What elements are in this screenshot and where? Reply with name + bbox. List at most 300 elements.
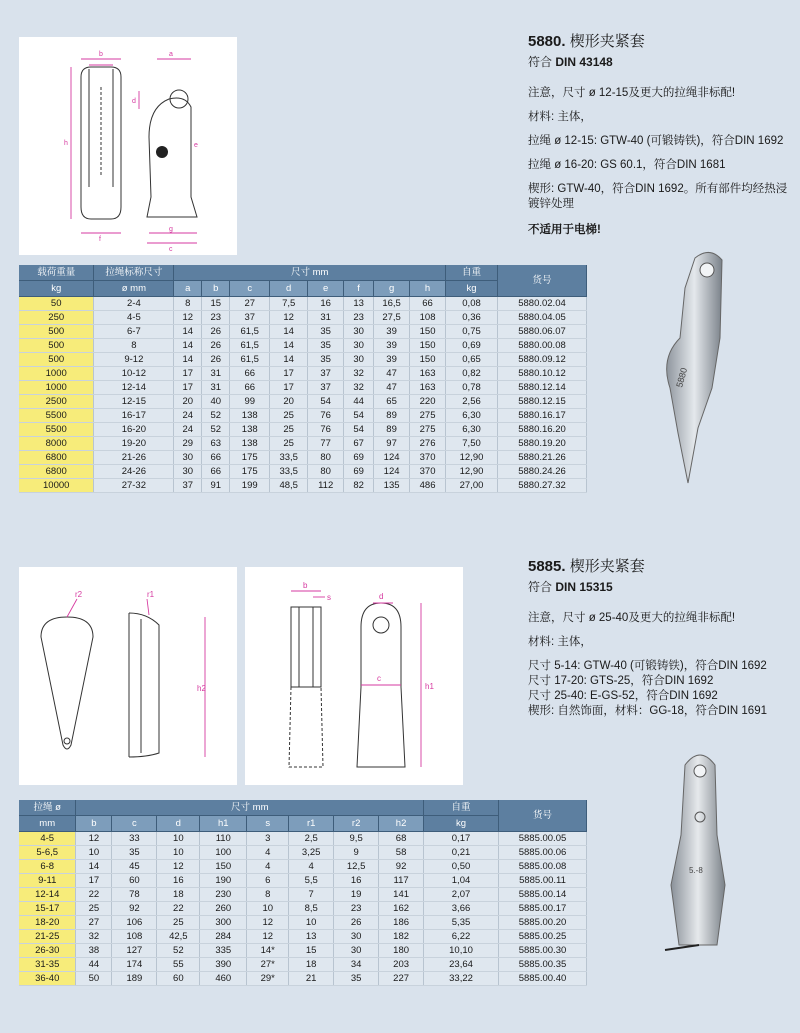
table-cell: 34 [334, 958, 379, 972]
section-5880-text [528, 30, 790, 237]
table-cell: 5885.00.30 [498, 944, 586, 958]
note-item: 注意，尺寸 ø 12-15及更大的拉绳非标配! [528, 87, 736, 99]
table-cell: 5,5 [289, 874, 334, 888]
table-cell: 6-8 [19, 860, 76, 874]
table-cell: 100 [200, 846, 247, 860]
table-cell: 16-20 [94, 423, 174, 437]
table-cell: 0,82 [446, 367, 498, 381]
table-cell: 10 [247, 902, 289, 916]
product-photo-5880 [650, 248, 750, 498]
table-cell: 12-15 [94, 395, 174, 409]
table-cell: 22 [76, 888, 112, 902]
table-cell: 10000 [19, 479, 94, 493]
table-cell: 20 [174, 395, 202, 409]
table-cell: 14 [76, 860, 112, 874]
material-line: 尺寸 25-40: E-GS-52，符合DIN 1692 [528, 690, 718, 702]
table-cell: 7 [289, 888, 334, 902]
table-cell: 32 [344, 381, 374, 395]
header-rope: 拉绳标称尺寸 [94, 265, 174, 281]
table-cell: 5885.00.05 [498, 832, 586, 846]
table-cell: 138 [230, 409, 270, 423]
table-cell: 15 [289, 944, 334, 958]
table-cell: 50 [76, 972, 112, 986]
table-cell: 25 [270, 437, 308, 451]
header-rope: 拉绳 ø [19, 800, 76, 816]
table-cell: 2-4 [94, 297, 174, 311]
table-cell: 14 [174, 353, 202, 367]
table-cell: 66 [230, 367, 270, 381]
table-cell: 66 [202, 465, 230, 479]
table-cell: 26 [202, 353, 230, 367]
table-cell: 370 [410, 465, 446, 479]
table-cell: 1,04 [424, 874, 499, 888]
section-5885-text [528, 555, 790, 719]
table-cell: 2,5 [289, 832, 334, 846]
table-cell: 10,10 [424, 944, 499, 958]
table-cell: 54 [344, 423, 374, 437]
drawing-label-d: d [379, 592, 384, 601]
table-cell: 12 [270, 311, 308, 325]
table-cell: 8 [174, 297, 202, 311]
std-code: DIN 15315 [555, 580, 613, 594]
table-row [19, 479, 587, 493]
table-row [19, 353, 587, 367]
table-cell: 24 [174, 409, 202, 423]
table-cell: 33,5 [270, 465, 308, 479]
table-cell: 5880.12.14 [498, 381, 587, 395]
drawing-label-h2: h2 [197, 684, 206, 693]
header-weight-unit: kg [446, 281, 498, 297]
note-item: 注意，尺寸 ø 25-40及更大的拉绳非标配! [528, 612, 736, 624]
table-cell: 12 [247, 930, 289, 944]
table-cell: 40 [202, 395, 230, 409]
table-cell: 76 [308, 423, 344, 437]
table-cell: 138 [230, 423, 270, 437]
table-cell: 89 [374, 423, 410, 437]
table-5885 [19, 800, 587, 986]
material-line: 楔形: 自然饰面，材料：GG-18，符合DIN 1691 [528, 705, 767, 717]
header-dims: 尺寸 mm [76, 800, 424, 816]
table-cell: 92 [379, 860, 424, 874]
table-cell: 5880.02.04 [498, 297, 587, 311]
table-cell: 14 [174, 325, 202, 339]
table-row [19, 423, 587, 437]
table-cell: 250 [19, 311, 94, 325]
table-cell: 25 [76, 902, 112, 916]
section-5885-number: 5885. [528, 558, 566, 575]
table-cell: 0,08 [446, 297, 498, 311]
table-cell: 5500 [19, 409, 94, 423]
table-cell: 82 [344, 479, 374, 493]
header-weight: 自重 [446, 265, 498, 281]
table-cell: 26 [202, 325, 230, 339]
table-cell: 460 [200, 972, 247, 986]
table-cell: 44 [76, 958, 112, 972]
table-cell: 5880.06.07 [498, 325, 587, 339]
table-cell: 22 [157, 902, 200, 916]
table-row [19, 916, 587, 930]
header-rope-unit: ø mm [94, 281, 174, 297]
table-cell: 30 [344, 339, 374, 353]
header-col: h1 [200, 816, 247, 832]
table-cell: 5880.04.05 [498, 311, 587, 325]
table-cell: 45 [112, 860, 157, 874]
table-cell: 30 [334, 944, 379, 958]
table-cell: 150 [410, 353, 446, 367]
table-cell: 150 [200, 860, 247, 874]
table-cell: 276 [410, 437, 446, 451]
table-cell: 97 [374, 437, 410, 451]
table-cell: 180 [379, 944, 424, 958]
drawing-label-b: b [303, 581, 308, 590]
table-cell: 47 [374, 381, 410, 395]
table-cell: 66 [410, 297, 446, 311]
header-col: s [247, 816, 289, 832]
table-cell: 0,69 [446, 339, 498, 353]
table-cell: 5880.16.17 [498, 409, 587, 423]
table-cell: 190 [200, 874, 247, 888]
table-cell: 175 [230, 465, 270, 479]
table-cell: 35 [308, 325, 344, 339]
table-cell: 127 [112, 944, 157, 958]
table-row [19, 860, 587, 874]
table-cell: 5500 [19, 423, 94, 437]
table-cell: 14 [270, 325, 308, 339]
table-cell: 10 [157, 832, 200, 846]
table-cell: 10 [76, 846, 112, 860]
table-row [19, 409, 587, 423]
table-cell: 0,17 [424, 832, 499, 846]
drawing-label-h1: h1 [425, 682, 434, 691]
table-cell: 4-5 [19, 832, 76, 846]
std-prefix: 符合 [528, 55, 553, 69]
table-cell: 2,07 [424, 888, 499, 902]
table-cell: 25 [157, 916, 200, 930]
table-cell: 335 [200, 944, 247, 958]
section-5885-standard [528, 578, 790, 595]
table-cell: 17 [174, 367, 202, 381]
table-cell: 8000 [19, 437, 94, 451]
drawing-label-g: g [169, 226, 173, 233]
photo-mark-5885: 5.-8 [689, 866, 703, 875]
table-row [19, 888, 587, 902]
table-cell: 5885.00.40 [498, 972, 586, 986]
table-cell: 12,5 [334, 860, 379, 874]
table-cell: 108 [112, 930, 157, 944]
table-5880 [19, 265, 587, 493]
table-cell: 80 [308, 451, 344, 465]
table-cell: 5880.21.26 [498, 451, 587, 465]
table-5880-body [19, 297, 587, 493]
table-cell: 175 [230, 451, 270, 465]
table-cell: 15-17 [19, 902, 76, 916]
table-cell: 27 [230, 297, 270, 311]
table-cell: 19 [334, 888, 379, 902]
table-cell: 16 [308, 297, 344, 311]
table-cell: 60 [157, 972, 200, 986]
table-cell: 500 [19, 339, 94, 353]
table-cell: 48,5 [270, 479, 308, 493]
table-row [19, 465, 587, 479]
table-cell: 24-26 [94, 465, 174, 479]
table-cell: 29* [247, 972, 289, 986]
table-cell: 26 [334, 916, 379, 930]
table-cell: 25 [270, 409, 308, 423]
table-row [19, 437, 587, 451]
table-row [19, 367, 587, 381]
table-cell: 284 [200, 930, 247, 944]
table-cell: 27-32 [94, 479, 174, 493]
table-cell: 5880.10.12 [498, 367, 587, 381]
drawing-label-c: c [169, 246, 173, 253]
header-col: h [410, 281, 446, 297]
table-cell: 6,22 [424, 930, 499, 944]
table-row [19, 381, 587, 395]
std-code: DIN 43148 [555, 55, 613, 69]
table-cell: 3 [247, 832, 289, 846]
table-cell: 52 [157, 944, 200, 958]
table-cell: 14 [174, 339, 202, 353]
table-cell: 5885.00.11 [498, 874, 586, 888]
table-cell: 39 [374, 325, 410, 339]
note-item: 拉绳 ø 12-15: GTW-40 (可锻铸铁)，符合DIN 1692 [528, 135, 784, 147]
table-cell: 486 [410, 479, 446, 493]
section-5880-name: 楔形夹紧套 [569, 33, 645, 50]
header-col: h2 [379, 816, 424, 832]
header-col: e [308, 281, 344, 297]
table-cell: 150 [410, 325, 446, 339]
table-cell: 275 [410, 409, 446, 423]
table-cell: 27,00 [446, 479, 498, 493]
header-col: f [344, 281, 374, 297]
table-cell: 7,50 [446, 437, 498, 451]
table-cell: 99 [230, 395, 270, 409]
header-col: a [174, 281, 202, 297]
table-cell: 138 [230, 437, 270, 451]
table-cell: 24 [174, 423, 202, 437]
table-cell: 23 [344, 311, 374, 325]
table-row [19, 832, 587, 846]
section-5885-notes [528, 611, 790, 719]
table-cell: 124 [374, 465, 410, 479]
table-cell: 230 [200, 888, 247, 902]
table-cell: 35 [308, 353, 344, 367]
table-cell: 390 [200, 958, 247, 972]
drawing-label-f: f [99, 236, 101, 243]
table-cell: 5885.00.25 [498, 930, 586, 944]
table-cell: 37 [230, 311, 270, 325]
table-cell: 186 [379, 916, 424, 930]
table-cell: 110 [200, 832, 247, 846]
header-col: g [374, 281, 410, 297]
table-cell: 6 [247, 874, 289, 888]
table-cell: 68 [379, 832, 424, 846]
header-col: r1 [289, 816, 334, 832]
table-cell: 1000 [19, 367, 94, 381]
header-code: 货号 [498, 800, 586, 832]
table-cell: 30 [334, 930, 379, 944]
table-cell: 203 [379, 958, 424, 972]
table-cell: 5885.00.17 [498, 902, 586, 916]
table-cell: 0,75 [446, 325, 498, 339]
drawing-label-b: b [99, 51, 103, 58]
table-cell: 7,5 [270, 297, 308, 311]
table-cell: 30 [344, 325, 374, 339]
table-row [19, 297, 587, 311]
drawing-label-h: h [64, 140, 68, 147]
drawing-label-r1: r1 [147, 590, 155, 599]
table-row [19, 339, 587, 353]
table-cell: 135 [374, 479, 410, 493]
table-row [19, 311, 587, 325]
table-cell: 4-5 [94, 311, 174, 325]
drawing-label-e: e [194, 142, 198, 149]
table-cell: 10 [157, 846, 200, 860]
table-cell: 5885.00.08 [498, 860, 586, 874]
table-cell: 17 [174, 381, 202, 395]
table-cell: 52 [202, 423, 230, 437]
header-col: r2 [334, 816, 379, 832]
table-cell: 4 [247, 846, 289, 860]
technical-drawing-5885-wedge [19, 567, 237, 785]
table-cell: 30 [174, 465, 202, 479]
header-weight: 自重 [424, 800, 499, 816]
table-cell: 199 [230, 479, 270, 493]
table-cell: 1000 [19, 381, 94, 395]
table-row [19, 395, 587, 409]
table-cell: 16,5 [374, 297, 410, 311]
table-cell: 5880.12.15 [498, 395, 587, 409]
table-cell: 37 [174, 479, 202, 493]
table-cell: 500 [19, 325, 94, 339]
table-cell: 38 [76, 944, 112, 958]
table-row [19, 958, 587, 972]
technical-drawing-5880 [19, 37, 237, 255]
table-cell: 44 [344, 395, 374, 409]
table-cell: 66 [202, 451, 230, 465]
section-5880-notes [528, 86, 790, 212]
drawing-label-a: a [169, 51, 173, 58]
table-cell: 174 [112, 958, 157, 972]
table-cell: 5880.09.12 [498, 353, 587, 367]
table-cell: 23 [334, 902, 379, 916]
table-cell: 150 [410, 339, 446, 353]
table-cell: 21-26 [94, 451, 174, 465]
table-cell: 6800 [19, 465, 94, 479]
table-cell: 67 [344, 437, 374, 451]
table-cell: 66 [230, 381, 270, 395]
table-cell: 31-35 [19, 958, 76, 972]
table-cell: 37 [308, 381, 344, 395]
table-cell: 12 [247, 916, 289, 930]
note-item: 材料: 主体， [528, 636, 592, 648]
table-cell: 32 [344, 367, 374, 381]
table-cell: 8 [247, 888, 289, 902]
table-cell: 0,65 [446, 353, 498, 367]
table-cell: 61,5 [230, 325, 270, 339]
header-col: d [157, 816, 200, 832]
table-cell: 20 [270, 395, 308, 409]
table-cell: 5880.16.20 [498, 423, 587, 437]
header-col: c [230, 281, 270, 297]
table-cell: 35 [112, 846, 157, 860]
table-cell: 42,5 [157, 930, 200, 944]
table-row [19, 451, 587, 465]
table-cell: 108 [410, 311, 446, 325]
table-cell: 275 [410, 423, 446, 437]
table-cell: 33 [112, 832, 157, 846]
table-cell: 2,56 [446, 395, 498, 409]
drawing-label-d: d [132, 98, 136, 105]
header-col: b [202, 281, 230, 297]
drawing-label-s: s [327, 593, 331, 602]
table-cell: 14 [270, 339, 308, 353]
elevator-warning: 不适用于电梯! [528, 224, 601, 236]
table-cell: 8 [94, 339, 174, 353]
table-cell: 27,5 [374, 311, 410, 325]
table-row [19, 325, 587, 339]
table-cell: 80 [308, 465, 344, 479]
table-cell: 6,30 [446, 409, 498, 423]
table-cell: 33,22 [424, 972, 499, 986]
table-cell: 63 [202, 437, 230, 451]
table-cell: 69 [344, 465, 374, 479]
table-cell: 182 [379, 930, 424, 944]
table-cell: 220 [410, 395, 446, 409]
table-cell: 370 [410, 451, 446, 465]
table-5885-body [19, 832, 587, 986]
table-cell: 36-40 [19, 972, 76, 986]
table-cell: 33,5 [270, 451, 308, 465]
table-cell: 60 [112, 874, 157, 888]
table-cell: 52 [202, 409, 230, 423]
table-cell: 30 [174, 451, 202, 465]
table-cell: 5885.00.20 [498, 916, 586, 930]
table-cell: 106 [112, 916, 157, 930]
table-cell: 27* [247, 958, 289, 972]
table-cell: 6-7 [94, 325, 174, 339]
table-row [19, 944, 587, 958]
header-dims: 尺寸 mm [174, 265, 446, 281]
table-cell: 54 [308, 395, 344, 409]
table-cell: 12,90 [446, 451, 498, 465]
table-cell: 35 [334, 972, 379, 986]
table-cell: 16-17 [94, 409, 174, 423]
header-load-unit: kg [19, 281, 94, 297]
header-rope-unit: mm [19, 816, 76, 832]
section-5885-title [528, 555, 790, 576]
table-cell: 47 [374, 367, 410, 381]
table-cell: 18-20 [19, 916, 76, 930]
table-cell: 112 [308, 479, 344, 493]
table-cell: 54 [344, 409, 374, 423]
section-5880-number: 5880. [528, 33, 566, 50]
table-cell: 39 [374, 339, 410, 353]
material-line: 尺寸 17-20: GTS-25，符合DIN 1692 [528, 675, 714, 687]
table-cell: 5880.00.08 [498, 339, 587, 353]
table-cell: 300 [200, 916, 247, 930]
table-cell: 14 [270, 353, 308, 367]
table-cell: 23 [202, 311, 230, 325]
table-cell: 31 [202, 381, 230, 395]
table-row [19, 902, 587, 916]
table-row [19, 846, 587, 860]
drawing-label-c: c [377, 674, 381, 683]
table-cell: 4 [289, 860, 334, 874]
table-cell: 12 [157, 860, 200, 874]
photo-mark-5880: 5880 [674, 366, 690, 389]
table-cell: 26-30 [19, 944, 76, 958]
